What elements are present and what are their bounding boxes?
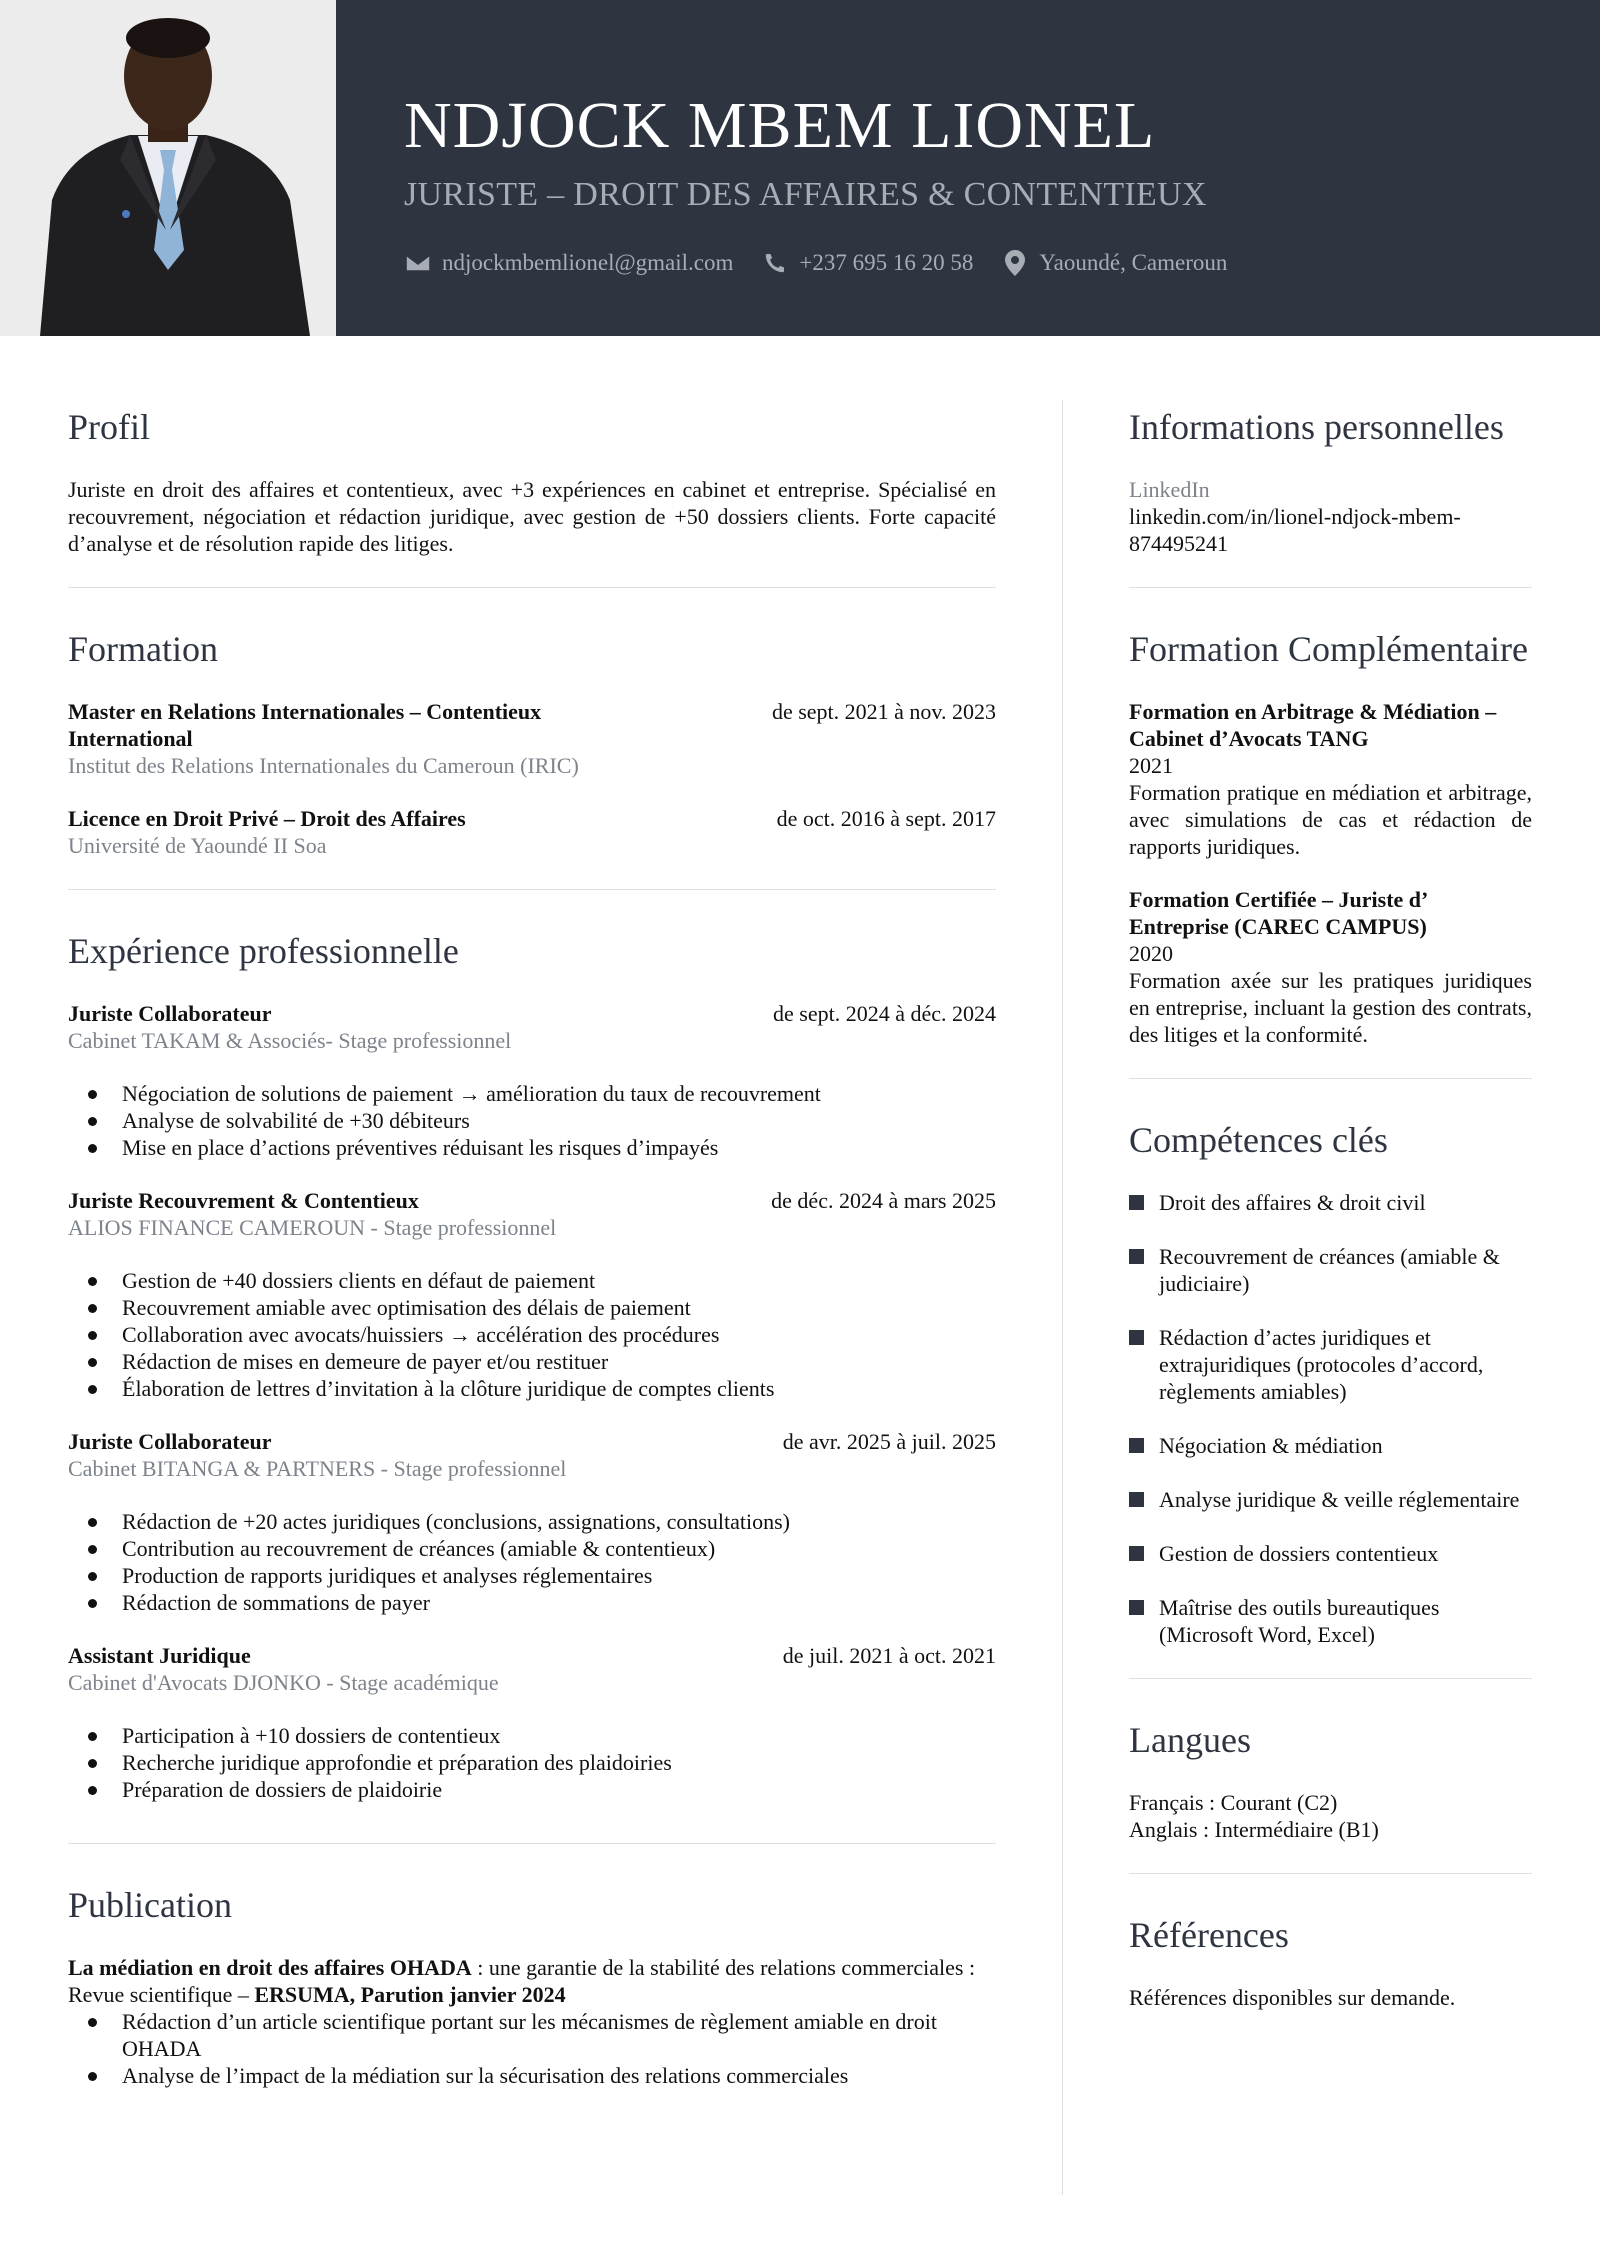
bullet-item: Rédaction de sommations de payer — [68, 1589, 996, 1616]
skill-item: Gestion de dossiers contentieux — [1129, 1540, 1532, 1567]
job-bullets — [68, 1267, 996, 1402]
contact-location-text: Yaoundé, Cameroun — [1039, 250, 1228, 275]
experience-item — [68, 1642, 996, 1803]
linkedin-label: LinkedIn — [1129, 477, 1210, 502]
bullet-item: Analyse de l’impact de la médiation sur la sécurisation des relations commerciales — [68, 2062, 996, 2089]
bullet-item: Négociation de solutions de paiement → amélioration du taux de recouvrement — [68, 1080, 996, 1107]
experience-item — [68, 1187, 996, 1402]
language-item: Français : Courant (C2) — [1129, 1790, 1338, 1815]
school-name: Institut des Relations Internationales du Cameroun (IRIC) — [68, 753, 579, 778]
section-divider — [68, 1843, 996, 1844]
experience-heading: Expérience professionnelle — [68, 931, 459, 971]
bullet-item: Rédaction de mises en demeure de payer et/ou restituer — [68, 1348, 996, 1375]
publication-title — [68, 1954, 996, 2008]
bullet-item: Contribution au recouvrement de créances (amiable & contentieux) — [68, 1535, 996, 1562]
competences-heading: Compétences clés — [1129, 1120, 1388, 1160]
job-date: de déc. 2024 à mars 2025 — [771, 1188, 996, 1213]
formation-comp-desc: Formation axée sur les pratiques juridiques en entreprise, incluant la gestion des contrats, des litiges et la conformité. — [1129, 968, 1532, 1047]
bullet-item: Élaboration de lettres d’invitation à la clôture juridique de comptes clients — [68, 1375, 996, 1402]
contact-location — [1001, 250, 1227, 276]
contact-phone[interactable] — [761, 250, 973, 276]
publication-journal: ERSUMA, Parution janvier 2024 — [254, 1982, 566, 2007]
formation-item — [68, 698, 996, 779]
publication-heading: Publication — [68, 1885, 232, 1925]
formation-comp-desc: Formation pratique en médiation et arbitrage, avec simulations de cas et rédaction de rapports juridiques. — [1129, 780, 1532, 859]
formation-comp-title: Formation Certifiée – Juriste d’ Entreprise (CAREC CAMPUS) — [1129, 887, 1427, 939]
location-pin-icon — [1001, 251, 1029, 275]
bullet-item: Préparation de dossiers de plaidoirie — [68, 1776, 996, 1803]
job-title: JURISTE – DROIT DES AFFAIRES & CONTENTIEUX — [404, 176, 1207, 213]
langues-heading: Langues — [1129, 1720, 1251, 1760]
skill-item: Recouvrement de créances (amiable & judiciaire) — [1129, 1243, 1532, 1297]
info-heading: Informations personnelles — [1129, 407, 1504, 447]
bullet-item: Analyse de solvabilité de +30 débiteurs — [68, 1107, 996, 1134]
job-bullets — [68, 1722, 996, 1803]
degree-title: Licence en Droit Privé – Droit des Affaires — [68, 806, 466, 831]
section-divider — [1129, 1873, 1532, 1874]
section-divider — [68, 587, 996, 588]
skill-item: Maîtrise des outils bureautiques (Microsoft Word, Excel) — [1129, 1594, 1532, 1648]
skill-item: Rédaction d’actes juridiques et extrajuridiques (protocoles d’accord, règlements amiables) — [1129, 1324, 1532, 1405]
references-heading: Références — [1129, 1915, 1289, 1955]
job-role: Juriste Collaborateur — [68, 1001, 272, 1026]
formation-comp-item — [1129, 886, 1532, 1048]
bullet-item: Recouvrement amiable avec optimisation des délais de paiement — [68, 1294, 996, 1321]
linkedin-link[interactable]: linkedin.com/in/lionel-ndjock-mbem-874495241 — [1129, 504, 1461, 556]
full-name: NDJOCK MBEM LIONEL — [404, 89, 1156, 162]
job-organization: ALIOS FINANCE CAMEROUN - Stage professionnel — [68, 1215, 557, 1240]
job-organization: Cabinet BITANGA & PARTNERS - Stage professionnel — [68, 1456, 567, 1481]
bullet-item: Participation à +10 dossiers de contentieux — [68, 1722, 996, 1749]
phone-icon — [761, 251, 789, 275]
column-divider — [1062, 400, 1063, 2195]
job-date: de avr. 2025 à juil. 2025 — [782, 1429, 996, 1454]
formation-comp-item — [1129, 698, 1532, 860]
sidebar-column — [1129, 400, 1532, 2011]
experience-item — [68, 1428, 996, 1616]
job-date: de juil. 2021 à oct. 2021 — [782, 1643, 996, 1668]
job-role: Juriste Recouvrement & Contentieux — [68, 1188, 419, 1213]
skills-list — [1129, 1189, 1532, 1648]
degree-title: Master en Relations Internationales – Contentieux International — [68, 699, 542, 751]
formation-item — [68, 805, 996, 859]
bullet-item: Rédaction d’un article scientifique portant sur les mécanismes de règlement amiable en droit OHADA — [68, 2008, 996, 2062]
contact-email-text: ndjockmbemlionel@gmail.com — [442, 250, 734, 275]
skill-item: Négociation & médiation — [1129, 1432, 1532, 1459]
experience-item — [68, 1000, 996, 1161]
degree-date: de oct. 2016 à sept. 2017 — [776, 806, 996, 831]
bullet-item: Mise en place d’actions préventives réduisant les risques d’impayés — [68, 1134, 996, 1161]
publication-bullets — [68, 2008, 996, 2089]
formation-comp-title: Formation en Arbitrage & Médiation – Cabinet d’Avocats TANG — [1129, 699, 1497, 751]
job-organization: Cabinet TAKAM & Associés- Stage professionnel — [68, 1028, 512, 1053]
envelope-icon — [404, 251, 432, 275]
main-column — [68, 400, 996, 2089]
contact-row — [404, 250, 1255, 276]
bullet-item: Rédaction de +20 actes juridiques (conclusions, assignations, consultations) — [68, 1508, 996, 1535]
cv-header — [0, 0, 1600, 336]
degree-date: de sept. 2021 à nov. 2023 — [771, 699, 996, 724]
section-divider — [68, 889, 996, 890]
skill-item: Analyse juridique & veille réglementaire — [1129, 1486, 1532, 1513]
language-item: Anglais : Intermédiaire (B1) — [1129, 1817, 1379, 1842]
bullet-item: Collaboration avec avocats/huissiers → accélération des procédures — [68, 1321, 996, 1348]
section-divider — [1129, 1678, 1532, 1679]
formation-comp-heading: Formation Complémentaire — [1129, 629, 1528, 669]
job-bullets — [68, 1080, 996, 1161]
formation-heading: Formation — [68, 629, 218, 669]
profile-photo — [0, 0, 336, 336]
job-role: Assistant Juridique — [68, 1643, 251, 1668]
section-divider — [1129, 587, 1532, 588]
header-banner — [336, 0, 1600, 336]
job-date: de sept. 2024 à déc. 2024 — [773, 1001, 996, 1026]
bullet-item: Recherche juridique approfondie et préparation des plaidoiries — [68, 1749, 996, 1776]
references-text: Références disponibles sur demande. — [1129, 1985, 1456, 2010]
bullet-item: Gestion de +40 dossiers clients en défaut de paiement — [68, 1267, 996, 1294]
formation-comp-year: 2020 — [1129, 941, 1173, 966]
job-role: Juriste Collaborateur — [68, 1429, 272, 1454]
profil-heading: Profil — [68, 407, 151, 447]
contact-email[interactable] — [404, 250, 733, 276]
publication-title-bold: La médiation en droit des affaires OHADA — [68, 1955, 472, 1980]
skill-item: Droit des affaires & droit civil — [1129, 1189, 1532, 1216]
publication-title-rest: : une garantie de la stabilité des relations commerciales : Revue scientifique – — [68, 1955, 976, 2007]
profil-text: Juriste en droit des affaires et contentieux, avec +3 expériences en cabinet et entreprise. Spécialisé en recouvrement, négociation et rédaction juridique, avec gestion de +50 dossiers clients. Forte capacité d’analyse et de résolution rapide des litiges. — [68, 477, 996, 556]
job-organization: Cabinet d'Avocats DJONKO - Stage académique — [68, 1670, 499, 1695]
section-divider — [1129, 1078, 1532, 1079]
bullet-item: Production de rapports juridiques et analyses réglementaires — [68, 1562, 996, 1589]
contact-phone-text: +237 695 16 20 58 — [799, 250, 974, 275]
job-bullets — [68, 1508, 996, 1616]
formation-comp-year: 2021 — [1129, 753, 1173, 778]
school-name: Université de Yaoundé II Soa — [68, 833, 327, 858]
